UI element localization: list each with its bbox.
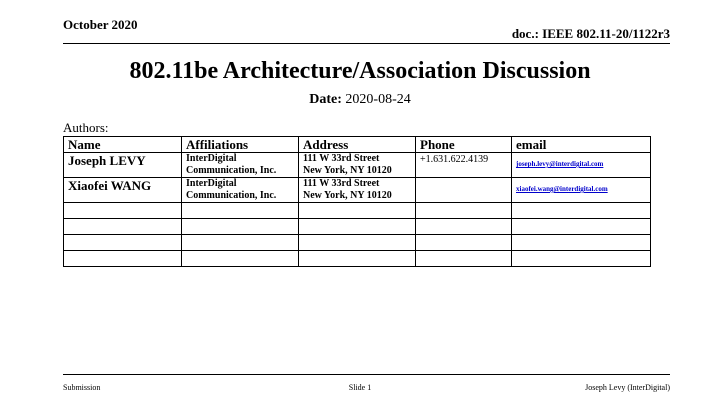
affiliation-line: Communication, Inc.: [186, 165, 277, 176]
date-value: 2020-08-24: [345, 92, 411, 107]
author-affiliation: [182, 153, 299, 178]
table-row-empty: [64, 251, 651, 267]
table-row-empty: [64, 219, 651, 235]
address-line: 111 W 33rd Street: [303, 153, 380, 164]
header-doc-id: doc.: IEEE 802.11-20/1122r3: [511, 26, 670, 41]
authors-table: [63, 136, 651, 267]
address-line: New York, NY 10120: [303, 165, 392, 176]
author-email-link[interactable]: joseph.levy@interdigital.com: [516, 160, 604, 168]
affiliation-line: InterDigital: [186, 153, 237, 164]
affiliation-line: Communication, Inc.: [186, 190, 277, 201]
table-row-empty: [64, 203, 651, 219]
table-row: [64, 153, 651, 178]
author-name: Joseph LEVY: [64, 153, 182, 178]
col-header-address: Address: [299, 137, 416, 153]
header-date: October 2020: [63, 17, 138, 32]
table-header-row: [64, 137, 651, 153]
col-header-phone: Phone: [416, 137, 512, 153]
date-line: [0, 92, 720, 108]
table-row: [64, 178, 651, 203]
footer-slide-number: Slide 1: [348, 383, 372, 392]
footer-divider: [63, 374, 670, 375]
author-email-cell: [512, 153, 651, 178]
authors-label: Authors:: [63, 120, 109, 135]
author-affiliation: [182, 178, 299, 203]
author-address: [299, 178, 416, 203]
date-label: Date:: [309, 92, 342, 107]
author-phone: +1.631.622.4139: [416, 153, 512, 178]
col-header-affiliations: Affiliations: [182, 137, 299, 153]
col-header-name: Name: [64, 137, 182, 153]
footer-submission: Submission: [63, 383, 101, 392]
author-phone: [416, 178, 512, 203]
header-divider: [63, 43, 670, 44]
author-name: Xiaofei WANG: [64, 178, 182, 203]
author-email-link[interactable]: xiaofei.wang@interdigital.com: [516, 185, 608, 193]
affiliation-line: InterDigital: [186, 178, 237, 189]
table-row-empty: [64, 235, 651, 251]
footer-author: Joseph Levy (InterDigital): [585, 383, 670, 392]
author-email-cell: [512, 178, 651, 203]
address-line: New York, NY 10120: [303, 190, 392, 201]
slide-title: 802.11be Architecture/Association Discussion: [129, 58, 591, 84]
author-address: [299, 153, 416, 178]
col-header-email: email: [512, 137, 651, 153]
address-line: 111 W 33rd Street: [303, 178, 380, 189]
